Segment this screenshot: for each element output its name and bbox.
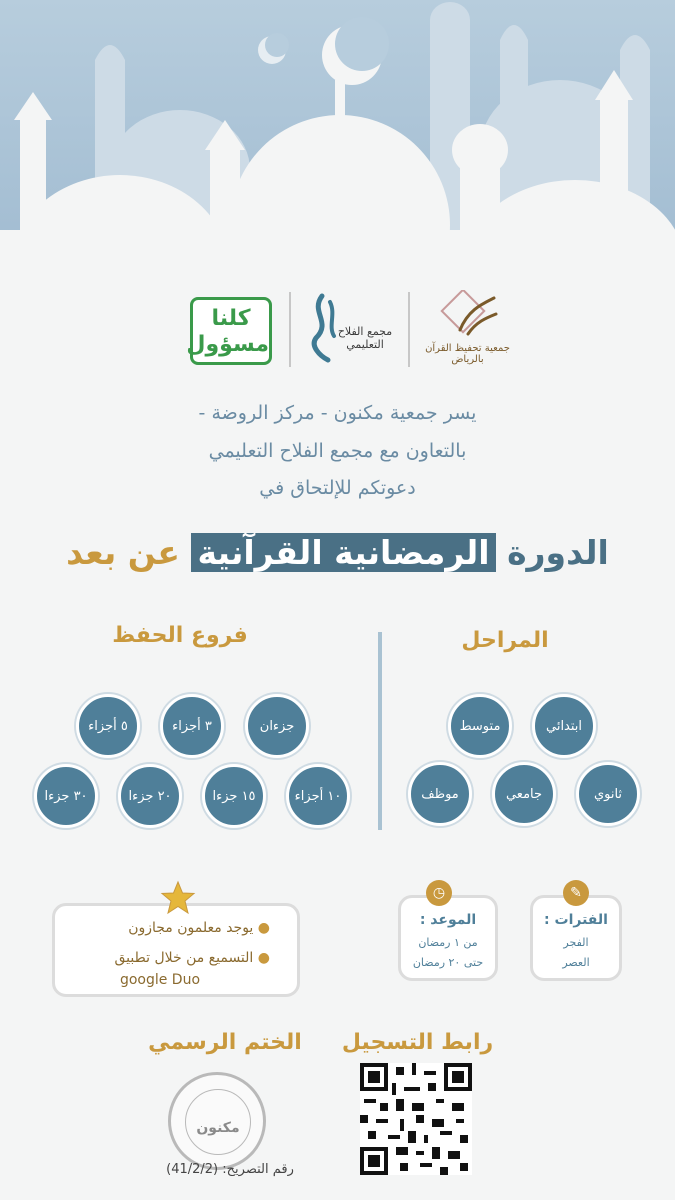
falah-name-line1: مجمع الفلاح <box>337 325 393 338</box>
official-seal-title: الختم الرسمي <box>148 1030 302 1055</box>
branches-title: فروع الحفظ <box>112 623 248 648</box>
bullet-dot: ● <box>253 920 270 936</box>
maknon-logo-text: جمعية تحفيظ القرآن بالرياض <box>425 343 510 365</box>
falah-name-line2: التعليمي <box>346 338 384 351</box>
stage-primary: ابتدائي <box>532 694 596 758</box>
schedule-title: الموعد : <box>419 912 477 928</box>
title-part-2-highlight: الرمضانية القرآنية <box>191 533 495 572</box>
branch-3-parts: ٣ أجزاء <box>160 694 224 758</box>
branch-5-parts: ٥ أجزاء <box>76 694 140 758</box>
official-seal-stamp <box>168 1072 266 1170</box>
note-line-2 <box>70 950 270 966</box>
periods-asr: العصر <box>562 956 590 969</box>
note-line-1 <box>70 920 270 936</box>
intro-line-1: يسر جمعية مكنون - مركز الروضة - <box>198 402 477 424</box>
mosque-skyline-illustration <box>0 0 675 290</box>
course-title <box>30 525 645 585</box>
stages-title: المراحل <box>461 628 549 653</box>
intro-line-2: بالتعاون مع مجمع الفلاح التعليمي <box>208 440 467 462</box>
seal-inner-ring <box>185 1089 251 1155</box>
branch-15-parts: ١٥ جزءا <box>202 764 266 828</box>
star-icon <box>160 880 196 916</box>
note-teachers: يوجد معلمون مجازون <box>128 920 254 936</box>
schedule-to: حتى ٢٠ رمضان <box>412 956 484 969</box>
branch-10-parts: ١٠ أجزاء <box>286 764 350 828</box>
note-google-duo: google Duo <box>119 972 201 988</box>
registration-title: رابط التسجيل <box>341 1030 494 1055</box>
branch-2-parts: جزءان <box>245 694 309 758</box>
permit-number: رقم التصريح: (41/2/2) <box>166 1162 294 1177</box>
klna-logo-line1: كلنا <box>211 306 251 331</box>
stage-employee: موظف <box>408 762 472 826</box>
periods-title: الفترات : <box>544 912 608 928</box>
maknon-emblem-logo <box>438 290 502 342</box>
branch-30-parts: ٣٠ جزءا <box>34 764 98 828</box>
title-part-3: عن بعد <box>66 533 180 572</box>
logo-divider <box>408 292 410 367</box>
note-recitation: التسميع من خلال تطبيق <box>114 950 254 966</box>
seal-center-text: مكنون <box>196 1120 240 1136</box>
stage-secondary: ثانوي <box>576 762 640 826</box>
intro-line-3: دعوتكم للإلتحاق في <box>259 477 416 499</box>
falah-logo-text <box>325 325 405 351</box>
pencil-icon: ✎ <box>563 880 589 906</box>
bullet-dot: ● <box>253 950 270 966</box>
branch-20-parts: ٢٠ جزءا <box>118 764 182 828</box>
qr-code-pattern <box>360 1063 472 1175</box>
section-divider <box>378 632 382 830</box>
title-part-1: الدورة <box>507 533 609 572</box>
schedule-from: من ١ رمضان <box>418 936 478 949</box>
klna-logo-line2: مسؤول <box>186 332 269 357</box>
clock-icon: ◷ <box>426 880 452 906</box>
logo-divider <box>289 292 291 367</box>
registration-qr-code[interactable] <box>360 1063 472 1175</box>
stage-intermediate: متوسط <box>448 694 512 758</box>
klna-masool-logo <box>186 297 272 365</box>
stage-university: جامعي <box>492 762 556 826</box>
periods-fajr: الفجر <box>563 936 589 949</box>
